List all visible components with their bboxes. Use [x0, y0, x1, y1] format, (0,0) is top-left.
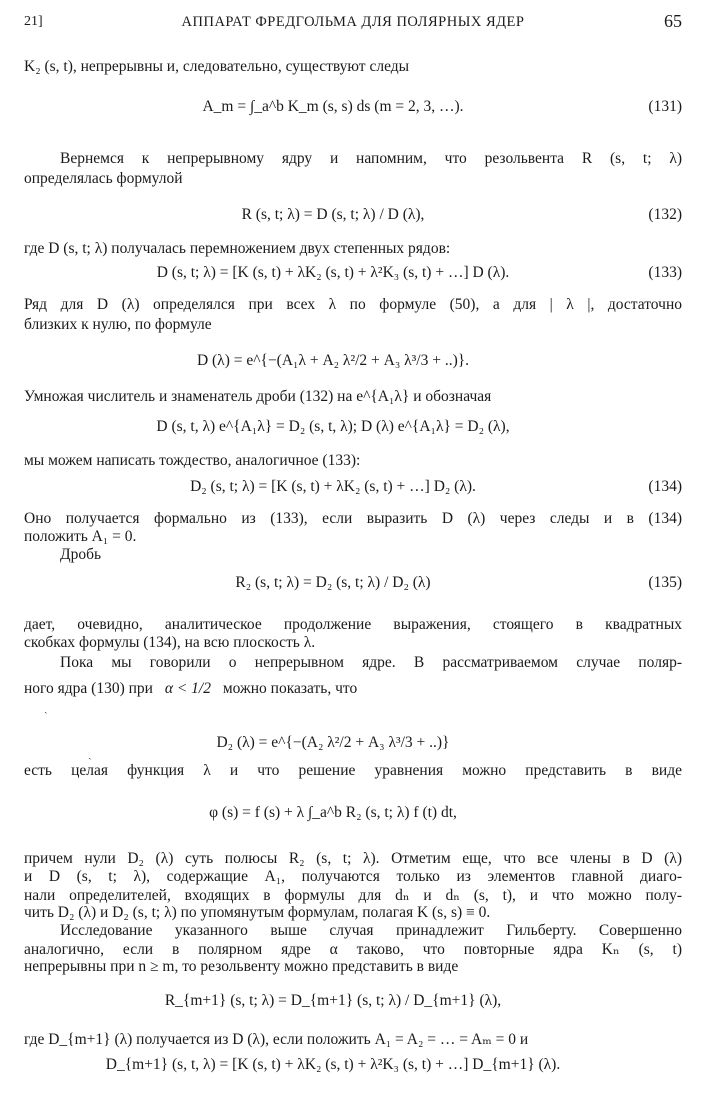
equation-d-m1 [24, 1056, 682, 1086]
equation-number: (132) [648, 206, 682, 223]
text-line: чить D₂ (λ) и D₂ (s, t; λ) по упомянутым формулам, полагая K (s, s) ≡ 0. [24, 904, 491, 921]
equation-133 [24, 264, 682, 294]
text-line: Оно получается формально из (133), если выразить D (λ) через следы и в (134) [24, 510, 682, 527]
equation-body: A_m = ∫_a^b K_m (s, s) ds (m = 2, 3, …). [202, 98, 464, 115]
equation-r-m1 [24, 984, 682, 1024]
text-line: непрерывны при n ≥ m, то резольвенту можно представить в виде [24, 958, 459, 975]
text-line: Умножая числитель и знаменатель дроби (132) на e^{A₁λ} и обозначая [24, 388, 492, 405]
equation-body: R_{m+1} (s, t; λ) = D_{m+1} (s, t; λ) / D_{m+1} (λ), [164, 992, 502, 1009]
equation-body: D₂ (s, t; λ) = [K (s, t) + λK₂ (s, t) + …] D₂ (λ). [190, 478, 476, 495]
alpha-condition: α < 1/2 [164, 680, 211, 697]
equation-134 [24, 478, 682, 508]
text-line: где D (s, t; λ) получалась перемножением двух степенных рядов: [24, 240, 451, 257]
equation-body: R₂ (s, t; λ) = D₂ (s, t; λ) / D₂ (λ) [235, 574, 431, 591]
text-line [24, 680, 682, 698]
text-line: дает, очевидно, аналитическое продолжение выражения, стоящего в квадратных [24, 616, 682, 633]
equation-number: (135) [648, 574, 682, 591]
equation-body: D_{m+1} (s, t, λ) = [K (s, t) + λK₂ (s, t) + λ²K₃ (s, t) + …] D_{m+1} (λ). [105, 1056, 561, 1073]
text-line: Дробь [60, 546, 102, 563]
equation-definitions [24, 418, 682, 448]
equation-body: D₂ (λ) = e^{−(A₂ λ²/2 + A₃ λ³/3 + ..)} [216, 734, 450, 751]
equation-d-lambda [24, 342, 682, 378]
running-header [24, 11, 682, 38]
equation-body: D (s, t; λ) = [K (s, t) + λK₂ (s, t) + λ²K₃ (s, t) + …] D (λ). [156, 264, 510, 281]
equation-body: φ (s) = f (s) + λ ∫_a^b R₂ (s, t; λ) f (t) dt, [209, 804, 457, 821]
text-line: определялась формулой [24, 170, 183, 187]
text-line: и D (s, t; λ), содержащие A₁, получаются только из элементов главной диаго- [24, 868, 682, 885]
text-fragment: ного ядра (130) при [24, 680, 153, 697]
equation-body: D (λ) = e^{−(A₁λ + A₂ λ²/2 + A₃ λ³/3 + ..)}. [196, 352, 470, 369]
equation-132 [24, 198, 682, 238]
page-number: 65 [664, 11, 682, 31]
stray-mark: ˎ [44, 702, 48, 714]
text-line: Пока мы говорили о непрерывном ядре. В рассматриваемом случае поляр- [60, 654, 682, 671]
text-line: скобках формулы (134), на всю плоскость λ. [24, 634, 316, 651]
text-fragment: можно показать, что [222, 680, 358, 697]
equation-131 [24, 84, 682, 140]
text-line: где D_{m+1} (λ) получается из D (λ), если положить A₁ = A₂ = … = Aₘ = 0 и [24, 1031, 529, 1048]
equation-phi [24, 790, 682, 844]
text-line: мы можем написать тождество, аналогичное (133): [24, 452, 361, 469]
text-line: аналогично, если в полярном ядре α таково, что повторные ядра Kₙ (s, t) [24, 941, 682, 958]
running-title: АППАРАТ ФРЕДГОЛЬМА ДЛЯ ПОЛЯРНЫХ ЯДЕР [181, 14, 525, 30]
equation-body: R (s, t; λ) = D (s, t; λ) / D (λ), [241, 206, 425, 223]
equation-number: (134) [648, 478, 682, 495]
text-line: Вернемся к непрерывному ядру и напомним, что резольвента R (s, t; λ) [60, 150, 682, 167]
text-line: есть целая функция λ и что решение уравнения можно представить в виде [24, 762, 682, 779]
equation-d2-lambda [24, 726, 682, 762]
text-line: близких к нулю, по формуле [24, 316, 212, 333]
section-marker: 21] [24, 14, 43, 29]
text-line: нали определителей, входящих в формулы для dₙ и dₙ (s, t), и что можно полу- [24, 887, 682, 904]
equation-135 [24, 564, 682, 604]
equation-number: (131) [648, 98, 682, 115]
equation-number: (133) [648, 264, 682, 281]
text-line: положить A₁ = 0. [24, 528, 137, 545]
stray-mark: ˎ [88, 748, 92, 760]
text-line: Исследование указанного выше случая принадлежит Гильберту. Совершенно [60, 922, 682, 939]
text-line: K₂ (s, t), непрерывны и, следовательно, существуют следы [24, 58, 410, 75]
text-line: Ряд для D (λ) определялся при всех λ по формуле (50), а для | λ |, достаточно [24, 296, 682, 313]
text-line: причем нули D₂ (λ) суть полюсы R₂ (s, t; λ). Отметим еще, что все члены в D (λ) [24, 850, 682, 867]
equation-body: D (s, t, λ) e^{A₁λ} = D₂ (s, t, λ); D (λ) e^{A₁λ} = D₂ (λ), [156, 418, 510, 435]
